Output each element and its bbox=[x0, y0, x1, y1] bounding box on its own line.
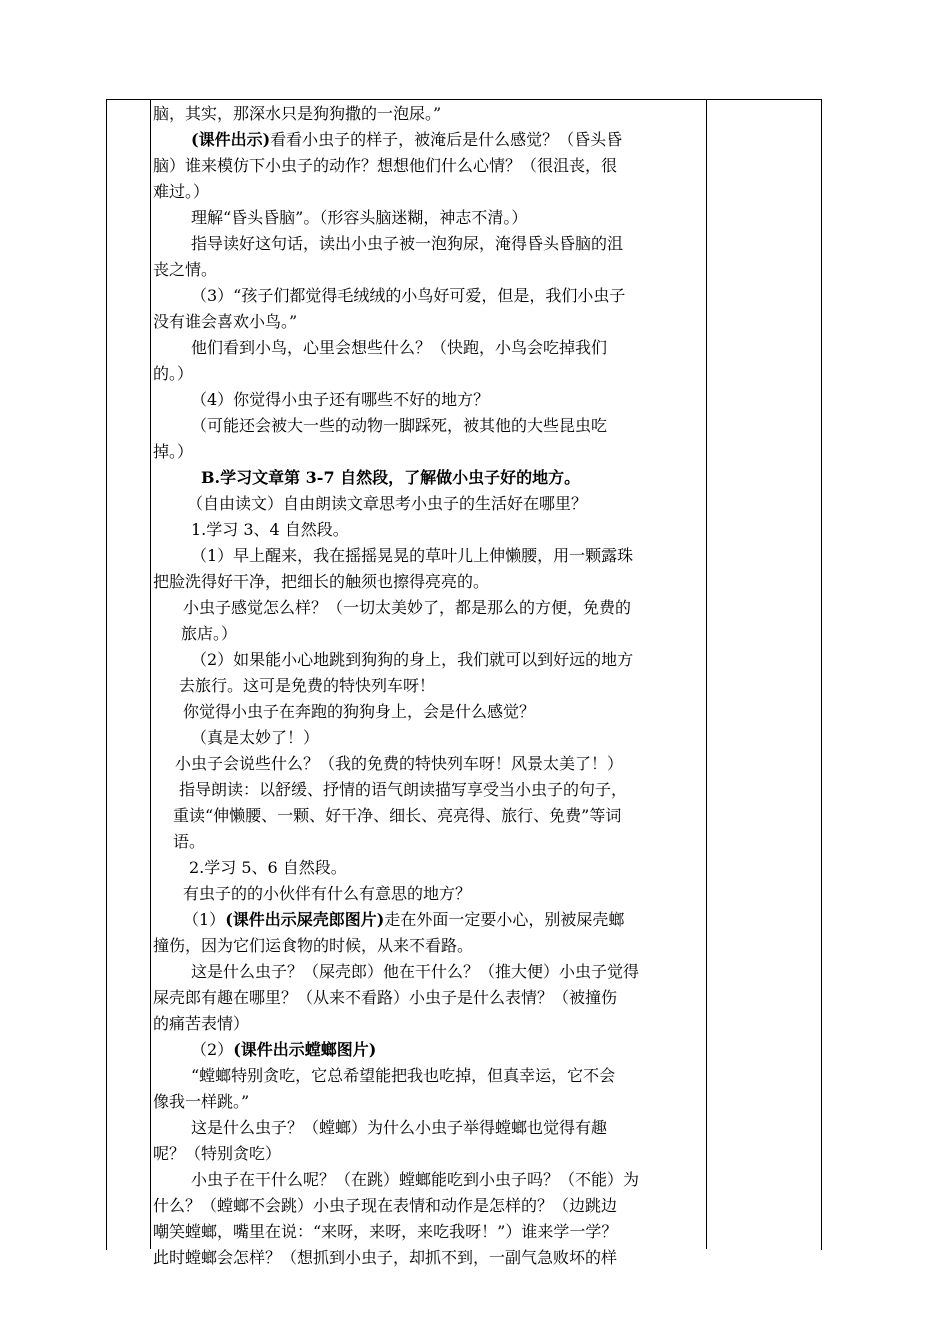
text-line: 有虫子的的小伙伴有什么有意思的地方？ bbox=[183, 884, 472, 903]
text-line: 此时螳螂会怎样？（想抓到小虫子，却抓不到，一副气急败坏的样 bbox=[153, 1248, 618, 1267]
text-line: B.学习文章第 3-7 自然段，了解做小虫子好的地方。 bbox=[201, 468, 581, 487]
text-line: 指导读好这句话，读出小虫子被一泡狗尿，淹得昏头昏脑的沮 bbox=[191, 234, 624, 253]
text-line: （1）早上醒来，我在摇摇晃晃的草叶儿上伸懒腰，用一颗露珠 bbox=[191, 546, 634, 565]
text-line: （3）“孩子们都觉得毛绒绒的小鸟好可爱，但是，我们小虫子 bbox=[191, 286, 626, 305]
text-line: 什么？（螳螂不会跳）小虫子现在表情和动作是怎样的？（边跳边 bbox=[153, 1196, 618, 1215]
text-line: 你觉得小虫子在奔跑的狗狗身上，会是什么感觉？ bbox=[183, 702, 536, 721]
text-line: 这是什么虫子？（屎壳郎）他在干什么？（推大便）小虫子觉得 bbox=[191, 962, 640, 981]
text-line: 小虫子会说些什么？（我的免费的特快列车呀！风景太美了！） bbox=[175, 754, 624, 773]
lesson-content-cell bbox=[151, 99, 706, 1267]
text-line: （真是太妙了！） bbox=[191, 728, 320, 747]
text-line: （2）(课件出示螳螂图片) bbox=[191, 1040, 377, 1059]
text-line: 指导朗读：以舒缓、抒情的语气朗读描写享受当小虫子的句子， bbox=[179, 780, 628, 799]
text-line: (课件出示)看看小虫子的样子，被淹后是什么感觉？（昏头昏 bbox=[191, 130, 623, 149]
text-line: 把脸洗得好干净，把细长的触须也擦得亮亮的。 bbox=[153, 572, 490, 591]
text-line: 1.学习 3、4 自然段。 bbox=[191, 520, 349, 539]
text-line: 他们看到小鸟，心里会想些什么？（快跑，小鸟会吃掉我们 bbox=[191, 338, 608, 357]
text-line: 嘲笑螳螂，嘴里在说：“来呀，来呀，来吃我呀！”）谁来学一学？ bbox=[153, 1222, 618, 1241]
text-line: 语。 bbox=[173, 832, 206, 851]
text-line: 像我一样跳。” bbox=[153, 1092, 250, 1111]
text-line: （自由读文）自由朗读文章思考小虫子的生活好在哪里？ bbox=[187, 494, 588, 513]
text-line: （2）如果能小心地跳到狗狗的身上，我们就可以到好远的地方 bbox=[191, 650, 634, 669]
text-line: 屎壳郎有趣在哪里？（从来不看路）小虫子是什么表情？（被撞伤 bbox=[153, 988, 618, 1007]
text-line: 重读“伸懒腰、一颗、好干净、细长、亮亮得、旅行、免费”等词 bbox=[173, 806, 622, 825]
text-line: 撞伤，因为它们运食物的时候，从来不看路。 bbox=[153, 936, 474, 955]
text-line: 难过。） bbox=[153, 182, 210, 201]
text-line: 2.学习 5、6 自然段。 bbox=[189, 858, 347, 877]
text-line: 的。） bbox=[153, 364, 194, 383]
text-line: 这是什么虫子？（螳螂）为什么小虫子举得螳螂也觉得有趣 bbox=[191, 1118, 608, 1137]
text-line: 没有谁会喜欢小鸟。” bbox=[153, 312, 298, 331]
text-line: （4）你觉得小虫子还有哪些不好的地方？ bbox=[191, 390, 490, 409]
text-line: 的痛苦表情） bbox=[153, 1014, 250, 1033]
text-line: 小虫子在干什么呢？（在跳）螳螂能吃到小虫子吗？（不能）为 bbox=[191, 1170, 640, 1189]
table-divider-right bbox=[706, 99, 707, 1249]
text-line: 旅店。） bbox=[181, 624, 238, 643]
text-line: 小虫子感觉怎么样？（一切太美妙了，都是那么的方便，免费的 bbox=[183, 598, 632, 617]
text-line: 脑）谁来模仿下小虫子的动作？想想他们什么心情？（很沮丧，很 bbox=[153, 156, 618, 175]
text-line: 丧之情。 bbox=[153, 260, 218, 279]
text-line: （可能还会被大一些的动物一脚踩死，被其他的大些昆虫吃 bbox=[191, 416, 608, 435]
text-line: 去旅行。这可是免费的特快列车呀！ bbox=[179, 676, 436, 695]
text-line: 理解“昏头昏脑”。（形容头脑迷糊，神志不清。） bbox=[191, 208, 528, 227]
text-line: 脑，其实，那深水只是狗狗撒的一泡尿。” bbox=[153, 104, 442, 123]
text-line: （1）(课件出示屎壳郎图片)走在外面一定要小心，别被屎壳螂 bbox=[183, 910, 625, 929]
text-line: “螳螂特别贪吃，它总希望能把我也吃掉，但真幸运，它不会 bbox=[191, 1066, 616, 1085]
text-line: 呢？（特别贪吃） bbox=[153, 1144, 282, 1163]
text-line: 掉。） bbox=[153, 442, 194, 461]
